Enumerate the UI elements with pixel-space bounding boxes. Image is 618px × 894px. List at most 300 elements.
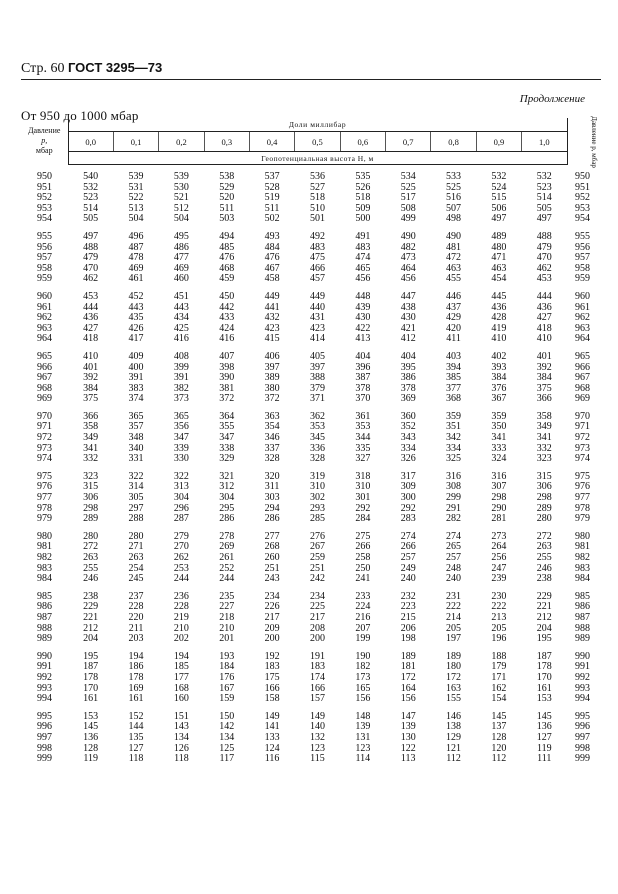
height-cell: 376 — [491, 382, 507, 394]
height-cell: 408 — [173, 350, 189, 362]
height-cell: 409 — [128, 350, 144, 362]
gost-number: ГОСТ 3295—73 — [67, 60, 163, 75]
pressure-cell-right: 972 — [575, 432, 590, 444]
height-cell: 166 — [309, 682, 325, 694]
height-cell: 310 — [355, 481, 371, 493]
table-row — [21, 673, 600, 684]
height-cell: 270 — [173, 541, 189, 553]
height-cell: 523 — [536, 181, 552, 193]
height-cell: 540 — [83, 171, 99, 182]
pressure-cell-right: 974 — [575, 453, 590, 465]
height-cell: 301 — [355, 492, 371, 504]
height-cell: 428 — [491, 312, 507, 324]
height-cell: 372 — [264, 393, 280, 405]
height-cell: 372 — [219, 393, 235, 405]
fraction-header: 1,0 — [522, 132, 567, 152]
pressure-cell: 998 — [37, 742, 52, 754]
height-cell: 183 — [264, 661, 280, 673]
height-cell: 174 — [309, 671, 325, 683]
height-cell: 216 — [355, 611, 371, 623]
height-cell: 231 — [446, 590, 462, 602]
height-cell: 157 — [309, 693, 325, 705]
height-cell: 328 — [309, 453, 325, 465]
height-cell: 413 — [355, 333, 371, 345]
height-cell: 116 — [264, 753, 280, 765]
height-cell: 401 — [536, 350, 552, 362]
pressure-cell: 976 — [37, 481, 52, 493]
height-cell: 200 — [309, 633, 325, 645]
height-cell: 323 — [536, 453, 552, 465]
height-cell: 151 — [173, 710, 189, 722]
height-cell: 483 — [355, 241, 371, 253]
pressure-cell-right: 953 — [575, 202, 590, 214]
pressure-cell: 963 — [37, 322, 52, 334]
height-cell: 289 — [83, 513, 99, 525]
height-cell: 184 — [219, 661, 235, 673]
pressure-cell-right: 997 — [575, 731, 590, 743]
height-cell: 236 — [173, 590, 189, 602]
height-cell: 397 — [264, 361, 280, 373]
pressure-cell-right: 960 — [575, 290, 590, 302]
pressure-cell: 967 — [37, 372, 52, 384]
height-cell: 470 — [536, 252, 552, 264]
height-cell: 354 — [264, 421, 280, 433]
height-cell: 513 — [128, 202, 144, 214]
height-cell: 366 — [536, 393, 552, 405]
pressure-cell-right: 965 — [575, 350, 590, 362]
height-cell: 450 — [219, 290, 235, 302]
height-cell: 153 — [83, 710, 99, 722]
pressure-cell: 977 — [37, 492, 52, 504]
height-cell: 245 — [128, 573, 144, 585]
height-cell: 472 — [446, 252, 462, 264]
height-cell: 224 — [355, 601, 371, 613]
height-cell: 363 — [264, 410, 280, 422]
height-cell: 366 — [83, 410, 99, 422]
table-row — [21, 285, 600, 303]
height-cell: 534 — [400, 171, 416, 182]
height-cell: 458 — [264, 273, 280, 285]
height-cell: 299 — [446, 492, 462, 504]
pressure-header-line: p, — [41, 136, 48, 146]
height-cell: 352 — [400, 421, 416, 433]
height-cell: 265 — [446, 541, 462, 553]
height-cell: 292 — [400, 502, 416, 514]
fraction-header: 0,6 — [340, 132, 385, 152]
height-cell: 139 — [400, 721, 416, 733]
height-cell: 228 — [173, 601, 189, 613]
height-cell: 347 — [173, 432, 189, 444]
height-cell: 488 — [83, 241, 99, 253]
height-cell: 266 — [400, 541, 416, 553]
pressure-cell-right: 992 — [575, 671, 590, 683]
height-cell: 364 — [219, 410, 235, 422]
height-cell: 346 — [264, 432, 280, 444]
height-cell: 304 — [219, 492, 235, 504]
height-cell: 314 — [128, 481, 144, 493]
height-cell: 531 — [128, 181, 144, 193]
height-cell: 469 — [173, 262, 189, 274]
pressure-cell: 961 — [37, 301, 52, 313]
height-cell: 368 — [446, 393, 462, 405]
height-cell: 438 — [400, 301, 416, 313]
height-cell: 128 — [491, 731, 507, 743]
height-cell: 127 — [536, 731, 552, 743]
height-cell: 182 — [355, 661, 371, 673]
height-cell: 514 — [83, 202, 99, 214]
height-cell: 252 — [219, 562, 235, 574]
pressure-cell: 989 — [37, 633, 52, 645]
height-cell: 322 — [128, 470, 144, 482]
height-cell: 520 — [219, 192, 235, 204]
height-cell: 319 — [309, 470, 325, 482]
pressure-cell-right: 979 — [575, 513, 590, 525]
height-cell: 170 — [83, 682, 99, 694]
height-cell: 476 — [264, 252, 280, 264]
height-cell: 508 — [400, 202, 416, 214]
height-cell: 242 — [309, 573, 325, 585]
height-cell: 200 — [264, 633, 280, 645]
height-cell: 126 — [173, 742, 189, 754]
height-cell: 473 — [400, 252, 416, 264]
height-cell: 497 — [83, 230, 99, 242]
height-cell: 389 — [264, 372, 280, 384]
height-cell: 217 — [264, 611, 280, 623]
table-row — [21, 345, 600, 363]
pressure-header-line: мбар — [35, 146, 53, 156]
height-cell: 186 — [128, 661, 144, 673]
height-cell: 312 — [219, 481, 235, 493]
height-cell: 187 — [83, 661, 99, 673]
height-cell: 189 — [400, 650, 416, 662]
height-cell: 500 — [355, 213, 371, 225]
height-cell: 292 — [355, 502, 371, 514]
height-cell: 468 — [219, 262, 235, 274]
height-cell: 362 — [309, 410, 325, 422]
height-cell: 391 — [128, 372, 144, 384]
height-cell: 324 — [491, 453, 507, 465]
pressure-cell-right: 963 — [575, 322, 590, 334]
height-cell: 122 — [400, 742, 416, 754]
height-cell: 294 — [264, 502, 280, 514]
height-cell: 240 — [400, 573, 416, 585]
height-cell: 343 — [400, 432, 416, 444]
height-cell: 263 — [536, 541, 552, 553]
height-cell: 212 — [536, 611, 552, 623]
height-cell: 221 — [83, 611, 99, 623]
pressure-cell-right: 959 — [575, 273, 590, 285]
table-row — [21, 214, 600, 225]
height-cell: 277 — [264, 530, 280, 542]
height-cell: 181 — [400, 661, 416, 673]
height-cell: 480 — [491, 241, 507, 253]
height-cell: 396 — [355, 361, 371, 373]
height-cell: 142 — [219, 721, 235, 733]
height-cell: 522 — [128, 192, 144, 204]
height-cell: 300 — [400, 492, 416, 504]
height-cell: 494 — [219, 230, 235, 242]
height-cell: 359 — [491, 410, 507, 422]
height-cell: 155 — [446, 693, 462, 705]
height-cell: 280 — [83, 530, 99, 542]
height-cell: 141 — [264, 721, 280, 733]
height-cell: 190 — [355, 650, 371, 662]
height-cell: 212 — [83, 622, 99, 634]
height-cell: 154 — [491, 693, 507, 705]
height-cell: 509 — [355, 202, 371, 214]
fraction-header: 0,4 — [249, 132, 294, 152]
range-label: От 950 до 1000 мбар — [21, 108, 139, 123]
height-cell: 113 — [400, 753, 416, 765]
height-cell: 276 — [309, 530, 325, 542]
height-cell: 298 — [491, 492, 507, 504]
height-cell: 140 — [309, 721, 325, 733]
height-cell: 248 — [446, 562, 462, 574]
height-cell: 344 — [355, 432, 371, 444]
height-cell: 112 — [491, 753, 507, 765]
height-cell: 484 — [264, 241, 280, 253]
height-cell: 271 — [128, 541, 144, 553]
height-cell: 511 — [219, 202, 235, 214]
height-cell: 278 — [219, 530, 235, 542]
height-cell: 359 — [446, 410, 462, 422]
height-cell: 115 — [310, 753, 325, 765]
pressure-cell: 986 — [37, 601, 52, 613]
height-cell: 387 — [355, 372, 371, 384]
height-cell: 230 — [491, 590, 507, 602]
height-cell: 254 — [128, 562, 144, 574]
height-cell: 537 — [264, 171, 280, 182]
height-cell: 213 — [491, 611, 507, 623]
pressure-cell: 957 — [37, 252, 52, 264]
pressure-cell: 950 — [37, 170, 52, 182]
height-cell: 517 — [400, 192, 416, 204]
height-cell: 133 — [264, 731, 280, 743]
height-cell: 121 — [446, 742, 462, 754]
height-cell: 410 — [491, 333, 507, 345]
height-cell: 337 — [264, 442, 280, 454]
height-cell: 490 — [446, 230, 462, 242]
height-cell: 463 — [446, 262, 462, 274]
pressure-cell-right: 969 — [575, 393, 590, 405]
pressure-cell-right: 957 — [575, 252, 590, 264]
height-cell: 333 — [491, 442, 507, 454]
height-cell: 485 — [219, 241, 235, 253]
height-cell: 206 — [400, 622, 416, 634]
height-cell: 123 — [355, 742, 371, 754]
height-cell: 233 — [355, 590, 371, 602]
height-cell: 329 — [219, 453, 235, 465]
height-cell: 461 — [128, 273, 144, 285]
height-cell: 282 — [446, 513, 462, 525]
height-cell: 172 — [446, 671, 462, 683]
height-cell: 452 — [128, 290, 144, 302]
height-cell: 267 — [309, 541, 325, 553]
height-cell: 492 — [309, 230, 325, 242]
height-cell: 437 — [446, 301, 462, 313]
height-cell: 404 — [400, 350, 416, 362]
height-cell: 483 — [309, 241, 325, 253]
pressure-cell: 958 — [37, 262, 52, 274]
table-row — [21, 574, 600, 585]
pressure-cell-right: 999 — [575, 753, 590, 765]
height-cell: 332 — [536, 442, 552, 454]
fraction-header: 0,1 — [113, 132, 158, 152]
pressure-cell: 987 — [37, 611, 52, 623]
pressure-cell: 984 — [37, 573, 52, 585]
height-cell: 453 — [83, 290, 99, 302]
height-cell: 128 — [83, 742, 99, 754]
height-cell: 179 — [491, 661, 507, 673]
height-cell: 244 — [219, 573, 235, 585]
height-cell: 139 — [355, 721, 371, 733]
height-cell: 444 — [536, 290, 552, 302]
height-cell: 384 — [83, 382, 99, 394]
height-cell: 221 — [536, 601, 552, 613]
height-cell: 127 — [128, 742, 144, 754]
height-cell: 225 — [309, 601, 325, 613]
table-row — [21, 634, 600, 645]
height-cell: 315 — [83, 481, 99, 493]
height-cell: 171 — [491, 671, 507, 683]
height-cell: 136 — [536, 721, 552, 733]
pressure-cell: 992 — [37, 671, 52, 683]
height-cell: 229 — [536, 590, 552, 602]
height-cell: 385 — [446, 372, 462, 384]
height-cell: 400 — [128, 361, 144, 373]
height-cell: 138 — [446, 721, 462, 733]
height-cell: 388 — [309, 372, 325, 384]
height-cell: 114 — [355, 753, 371, 765]
pressure-cell-right: 956 — [575, 241, 590, 253]
height-cell: 525 — [400, 181, 416, 193]
height-cell: 375 — [536, 382, 552, 394]
table-row — [21, 465, 600, 483]
pressure-cell: 965 — [37, 350, 52, 362]
pressure-cell: 959 — [37, 273, 52, 285]
height-cell: 123 — [309, 742, 325, 754]
height-cell: 443 — [173, 301, 189, 313]
height-cell: 431 — [309, 312, 325, 324]
pressure-cell-right: 977 — [575, 492, 590, 504]
geopotential-header: Геопотенциальная высота H, м — [68, 152, 567, 165]
height-cell: 529 — [219, 181, 235, 193]
height-cell: 444 — [83, 301, 99, 313]
height-cell: 383 — [128, 382, 144, 394]
height-cell: 496 — [128, 230, 144, 242]
pressure-cell-right: 978 — [575, 502, 590, 514]
height-cell: 525 — [446, 181, 462, 193]
height-cell: 268 — [264, 541, 280, 553]
height-cell: 220 — [128, 611, 144, 623]
height-cell: 512 — [173, 202, 189, 214]
height-cell: 161 — [536, 682, 552, 694]
pressure-cell: 971 — [37, 421, 52, 433]
height-cell: 160 — [173, 693, 189, 705]
height-cell: 507 — [446, 202, 462, 214]
height-cell: 287 — [173, 513, 189, 525]
height-cell: 426 — [128, 322, 144, 334]
height-cell: 465 — [355, 262, 371, 274]
height-cell: 134 — [173, 731, 189, 743]
height-cell: 497 — [536, 213, 552, 225]
height-cell: 533 — [446, 171, 462, 182]
pressure-cell: 983 — [37, 562, 52, 574]
pressure-cell-right: 986 — [575, 601, 590, 613]
height-cell: 302 — [309, 492, 325, 504]
table-row — [21, 754, 600, 765]
height-cell: 501 — [309, 213, 325, 225]
height-cell: 173 — [355, 671, 371, 683]
pressure-cell-right: 987 — [575, 611, 590, 623]
height-cell: 147 — [400, 710, 416, 722]
height-cell: 320 — [264, 470, 280, 482]
height-cell: 538 — [219, 171, 235, 182]
pressure-cell: 954 — [37, 213, 52, 225]
table-row — [21, 225, 600, 243]
pressure-cell: 955 — [37, 230, 52, 242]
pressure-cell: 981 — [37, 541, 52, 553]
height-cell: 193 — [219, 650, 235, 662]
height-cell: 210 — [219, 622, 235, 634]
height-cell: 273 — [491, 530, 507, 542]
height-cell: 367 — [491, 393, 507, 405]
height-cell: 149 — [309, 710, 325, 722]
height-cell: 334 — [446, 442, 462, 454]
pressure-cell-right: 976 — [575, 481, 590, 493]
height-cell: 148 — [355, 710, 371, 722]
height-cell: 177 — [173, 671, 189, 683]
height-cell: 532 — [83, 181, 99, 193]
pressure-cell-right: 983 — [575, 562, 590, 574]
height-cell: 430 — [400, 312, 416, 324]
height-cell: 436 — [491, 301, 507, 313]
height-cell: 288 — [128, 513, 144, 525]
height-cell: 153 — [536, 693, 552, 705]
height-cell: 416 — [219, 333, 235, 345]
height-cell: 310 — [309, 481, 325, 493]
height-cell: 124 — [264, 742, 280, 754]
pressure-cell-right: 998 — [575, 742, 590, 754]
height-cell: 204 — [83, 633, 99, 645]
height-cell: 423 — [309, 322, 325, 334]
height-cell: 247 — [491, 562, 507, 574]
height-cell: 441 — [264, 301, 280, 313]
height-cell: 459 — [219, 273, 235, 285]
height-cell: 394 — [446, 361, 462, 373]
height-cell: 471 — [491, 252, 507, 264]
height-cell: 119 — [83, 753, 98, 765]
height-cell: 449 — [309, 290, 325, 302]
height-cell: 239 — [491, 573, 507, 585]
height-cell: 322 — [173, 470, 189, 482]
height-cell: 353 — [309, 421, 325, 433]
pressure-cell-right: 961 — [575, 301, 590, 313]
height-cell: 263 — [83, 552, 99, 563]
height-cell: 199 — [355, 633, 371, 645]
pressure-cell: 953 — [37, 202, 52, 214]
height-cell: 253 — [173, 562, 189, 574]
height-cell: 307 — [491, 481, 507, 493]
height-cell: 497 — [491, 213, 507, 225]
table-row — [21, 525, 600, 543]
height-cell: 348 — [128, 432, 144, 444]
height-cell: 421 — [400, 322, 416, 334]
height-cell: 469 — [128, 262, 144, 274]
height-cell: 204 — [536, 622, 552, 634]
height-cell: 339 — [173, 442, 189, 454]
height-cell: 330 — [173, 453, 189, 465]
